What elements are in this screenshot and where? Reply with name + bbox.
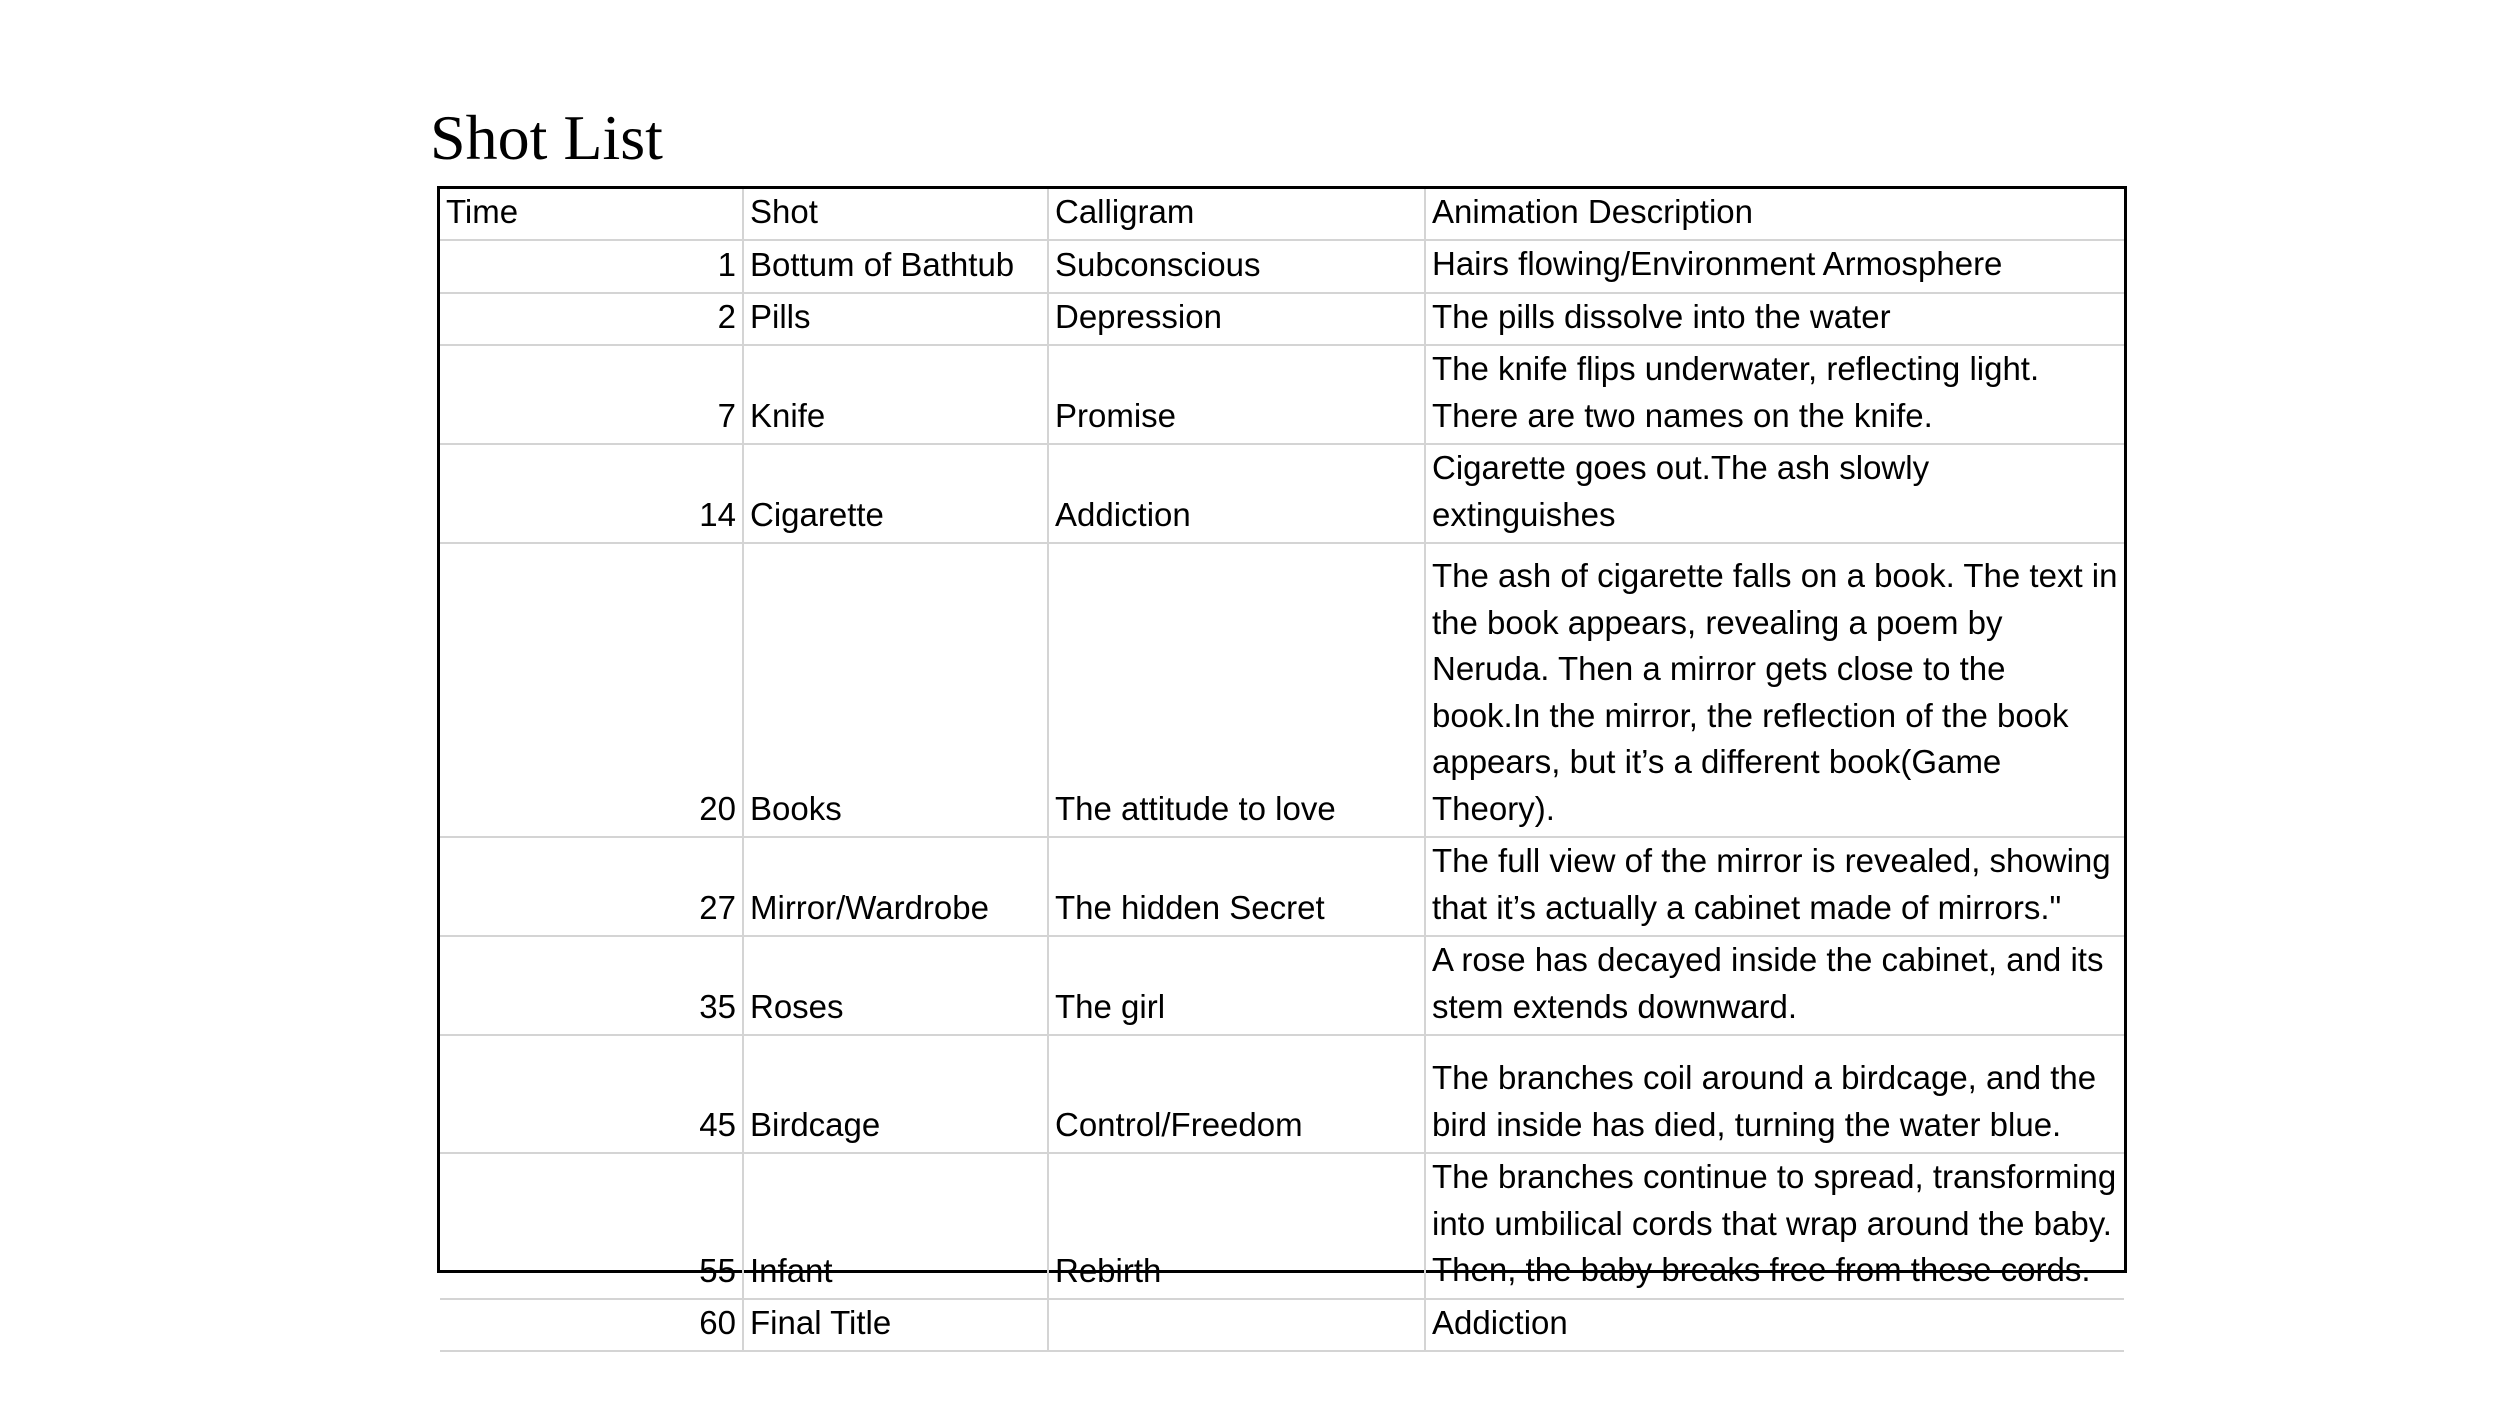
- table-row: [440, 293, 2124, 346]
- description-cell: The pills dissolve into the water: [1425, 293, 2124, 346]
- shot-cell: Roses: [743, 936, 1048, 1035]
- calligram-cell: [1048, 1299, 1425, 1352]
- header-animation-description: Animation Description: [1425, 189, 2124, 240]
- header-calligram: Calligram: [1048, 189, 1425, 240]
- description-cell: Addiction: [1425, 1299, 2124, 1352]
- shot-cell: Cigarette: [743, 444, 1048, 543]
- calligram-cell: Promise: [1048, 345, 1425, 444]
- time-cell: 45: [440, 1035, 743, 1153]
- table-row: [440, 837, 2124, 936]
- calligram-cell: Depression: [1048, 293, 1425, 346]
- time-cell: 2: [440, 293, 743, 346]
- table-row: [440, 1035, 2124, 1153]
- header-shot: Shot: [743, 189, 1048, 240]
- calligram-cell: The girl: [1048, 936, 1425, 1035]
- shot-cell: Knife: [743, 345, 1048, 444]
- time-cell: 1: [440, 240, 743, 293]
- description-cell: A rose has decayed inside the cabinet, and its stem extends downward.: [1425, 936, 2124, 1035]
- description-cell: The branches continue to spread, transforming into umbilical cords that wrap around the baby. Then, the baby breaks free from these cords.: [1425, 1153, 2124, 1299]
- calligram-cell: Addiction: [1048, 444, 1425, 543]
- shot-cell: Books: [743, 543, 1048, 837]
- header-row: [440, 189, 2124, 240]
- time-cell: 14: [440, 444, 743, 543]
- header-time: Time: [440, 189, 743, 240]
- calligram-cell: The hidden Secret: [1048, 837, 1425, 936]
- shot-cell: Bottum of Bathtub: [743, 240, 1048, 293]
- table-row: [440, 444, 2124, 543]
- shot-cell: Infant: [743, 1153, 1048, 1299]
- calligram-cell: The attitude to love: [1048, 543, 1425, 837]
- calligram-cell: Rebirth: [1048, 1153, 1425, 1299]
- table-row: [440, 240, 2124, 293]
- calligram-cell: Control/Freedom: [1048, 1035, 1425, 1153]
- shot-cell: Final Title: [743, 1299, 1048, 1352]
- time-cell: 60: [440, 1299, 743, 1352]
- calligram-cell: Subconscious: [1048, 240, 1425, 293]
- table-row: [440, 1299, 2124, 1352]
- description-cell: Cigarette goes out.The ash slowly extinguishes: [1425, 444, 2124, 543]
- table-row: [440, 543, 2124, 837]
- table-row: [440, 345, 2124, 444]
- description-cell: Hairs flowing/Environment Armosphere: [1425, 240, 2124, 293]
- table-row: [440, 1153, 2124, 1299]
- page-title: Shot List: [430, 102, 663, 173]
- time-cell: 55: [440, 1153, 743, 1299]
- description-cell: The knife flips underwater, reflecting light. There are two names on the knife.: [1425, 345, 2124, 444]
- description-cell: The branches coil around a birdcage, and the bird inside has died, turning the water blue.: [1425, 1035, 2124, 1153]
- shot-cell: Mirror/Wardrobe: [743, 837, 1048, 936]
- time-cell: 27: [440, 837, 743, 936]
- shot-cell: Birdcage: [743, 1035, 1048, 1153]
- time-cell: 20: [440, 543, 743, 837]
- time-cell: 7: [440, 345, 743, 444]
- shot-list-table-frame: [437, 186, 2127, 1341]
- description-cell: The ash of cigarette falls on a book. The text in the book appears, revealing a poem by Neruda. Then a mirror gets close to the book.In the mirror, the reflection of the book appears, but it’s a different book(Game Theory).: [1425, 543, 2124, 837]
- shot-list-table: [440, 189, 2124, 1352]
- description-cell: The full view of the mirror is revealed, showing that it’s actually a cabinet made of mirrors.": [1425, 837, 2124, 936]
- table-row: [440, 936, 2124, 1035]
- shot-cell: Pills: [743, 293, 1048, 346]
- time-cell: 35: [440, 936, 743, 1035]
